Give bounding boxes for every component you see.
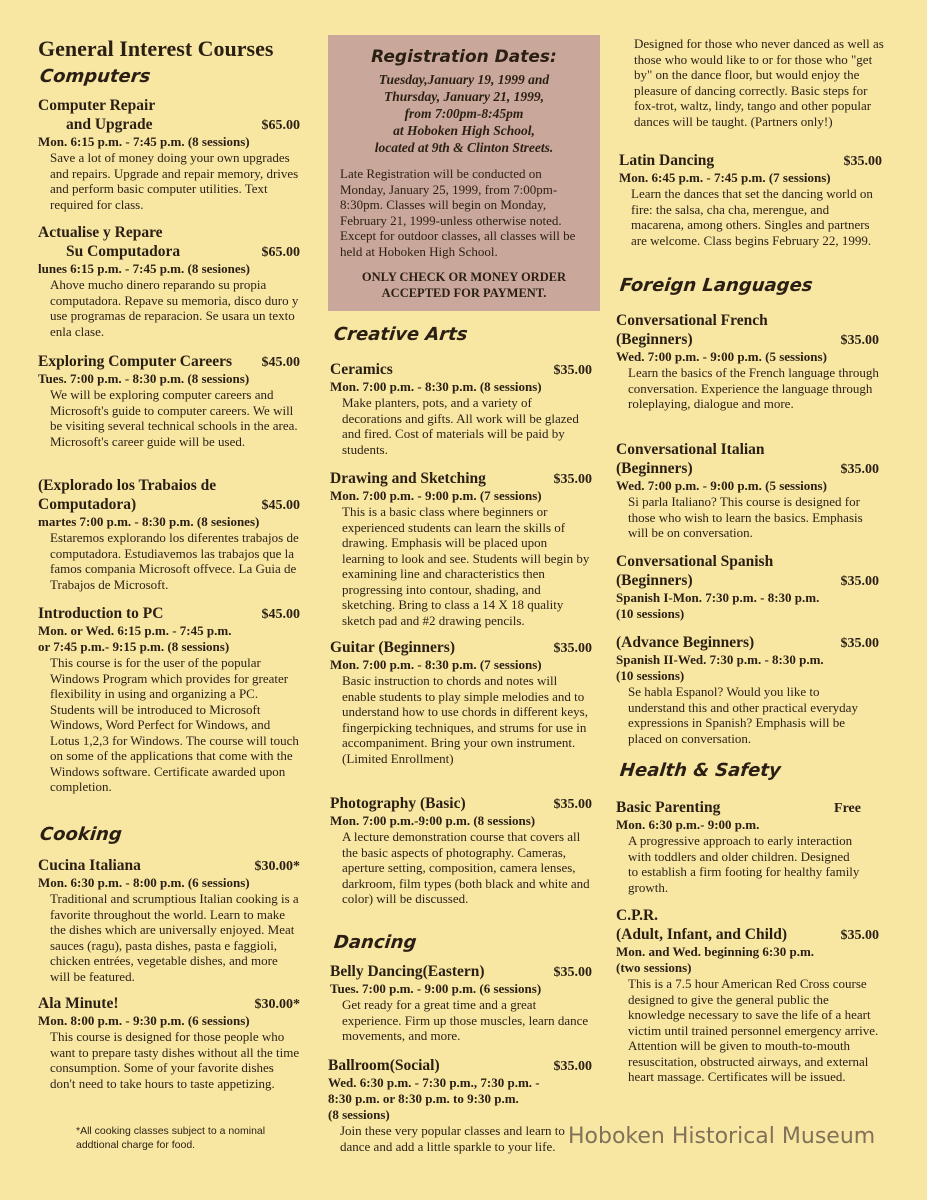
course-name: Basic Parenting bbox=[616, 799, 721, 816]
course-description: Save a lot of money doing your own upgrades and repairs. Upgrade and repair memory, drives and perform basic computer utilities. Text required for class. bbox=[50, 150, 299, 212]
course-name: Computer Repair bbox=[38, 97, 156, 114]
course-price: $35.00 bbox=[553, 797, 592, 812]
course-cucina bbox=[38, 856, 300, 984]
course-name: Photography (Basic) bbox=[330, 795, 466, 812]
course-name-2: Computadora) bbox=[38, 496, 137, 513]
course-ballroom bbox=[328, 1056, 592, 1154]
course-schedule: Wed. 7:00 p.m. - 9:00 p.m. (5 sessions) bbox=[616, 349, 827, 364]
course-description: Se habla Espanol? Would you like to understand this and other practical everyday expressions in Spanish? Emphasis will be placed on conversation. bbox=[628, 684, 858, 746]
course-schedule: Mon. 6:30 p.m.- 9:00 p.m. bbox=[616, 817, 760, 832]
course-schedule: Mon. or Wed. 6:15 p.m. - 7:45 p.m. bbox=[38, 623, 232, 638]
course-schedule: Mon. 7:00 p.m. - 9:00 p.m. (7 sessions) bbox=[330, 488, 542, 503]
course-description: This is a basic class where beginners or experienced students can learn the skills of drawing. Emphasis will be placed upon learning to look and see. Students will begin by examining line and characteristics then progressing into contour, shading, and sketching. Bring to class a 14 X 18 quality sketch pad and #2 drawing pencils. bbox=[342, 504, 590, 628]
course-price: $45.00 bbox=[261, 355, 300, 370]
course-schedule: Mon. 7:00 p.m.-9:00 p.m. (8 sessions) bbox=[330, 813, 536, 828]
course-price: $35.00 bbox=[553, 641, 592, 656]
registration-box bbox=[328, 35, 600, 311]
course-name: (Advance Beginners) bbox=[616, 634, 755, 651]
course-name: Belly Dancing(Eastern) bbox=[330, 963, 485, 980]
course-drawing bbox=[330, 469, 592, 628]
course-schedule: Mon. 6:45 p.m. - 7:45 p.m. (7 sessions) bbox=[619, 170, 831, 185]
course-price: $45.00 bbox=[261, 607, 300, 622]
section-title-health-safety: Health & Safety bbox=[618, 760, 782, 781]
course-description: Designed for those who never danced as well as those who would like to or for those who "get by" on the dance floor, but would enjoy the pleasure of dancing correctly. Basic steps for fox-trot, waltz, lindy, tango and other popular dances will be taught. (Partners only!) bbox=[634, 36, 884, 129]
course-name-2: (Adult, Infant, and Child) bbox=[616, 926, 787, 943]
course-price: $35.00 bbox=[843, 154, 882, 169]
course-schedule: Mon. and Wed. beginning 6:30 p.m. bbox=[616, 944, 815, 959]
course-schedule: Spanish I-Mon. 7:30 p.m. - 8:30 p.m. bbox=[616, 590, 820, 605]
course-belly-dancing bbox=[330, 962, 592, 1044]
course-schedule-2: 8:30 p.m. or 8:30 p.m. to 9:30 p.m. bbox=[328, 1091, 519, 1106]
course-intro-pc bbox=[38, 604, 300, 795]
course-schedule: lunes 6:15 p.m. - 7:45 p.m. (8 sesiones) bbox=[38, 261, 250, 276]
course-schedule: martes 7:00 p.m. - 8:30 p.m. (8 sesiones) bbox=[38, 514, 260, 529]
section-title-creative-arts: Creative Arts bbox=[332, 324, 469, 345]
section-title-computers: Computers bbox=[38, 66, 152, 87]
course-name: Introduction to PC bbox=[38, 605, 164, 622]
course-latin-dancing bbox=[619, 151, 882, 248]
course-cpr bbox=[616, 906, 879, 1085]
course-description: We will be exploring computer careers and Microsoft's guide to computer careers. We will be visiting several technical schools in the area. Microsoft's career guide will be used. bbox=[50, 387, 298, 449]
course-schedule-2: (two sessions) bbox=[616, 960, 692, 975]
course-name: Conversational Spanish bbox=[616, 553, 774, 570]
registration-dates bbox=[340, 71, 588, 156]
course-price: $30.00* bbox=[254, 997, 300, 1012]
course-name-2: (Beginners) bbox=[616, 331, 693, 348]
course-schedule: Mon. 8:00 p.m. - 9:30 p.m. (6 sessions) bbox=[38, 1013, 250, 1028]
course-price: $35.00 bbox=[553, 472, 592, 487]
course-name-2: (Beginners) bbox=[616, 572, 693, 589]
registration-date-line: at Hoboken High School, bbox=[393, 123, 535, 138]
course-description: A progressive approach to early interaction with toddlers and older children. Designed to establish a firm footing for healthy family growth. bbox=[628, 833, 860, 895]
course-photography bbox=[330, 794, 592, 907]
course-name-2: Su Computadora bbox=[66, 243, 181, 260]
course-ceramics bbox=[330, 360, 592, 457]
course-actualise bbox=[38, 223, 300, 339]
registration-date-line: from 7:00pm-8:45pm bbox=[404, 106, 524, 121]
registration-title: Registration Dates: bbox=[371, 47, 557, 67]
course-name: Latin Dancing bbox=[619, 152, 715, 169]
course-name: Cucina Italiana bbox=[38, 857, 141, 874]
course-name: Ceramics bbox=[330, 361, 393, 378]
registration-date-line: Thursday, January 21, 1999, bbox=[383, 89, 545, 104]
course-careers bbox=[38, 352, 300, 449]
course-description: Basic instruction to chords and notes will enable students to play simple melodies and to understand how to use chords in different keys, fingerpicking techniques, and strums for use in accompaniment. Bring your own instrument. (Limited Enrollment) bbox=[342, 673, 588, 766]
cooking-footnote: *All cooking classes subject to a nominal addtional charge for food. bbox=[76, 1125, 266, 1151]
registration-date-line: Tuesday,January 19, 1999 and bbox=[378, 72, 550, 87]
course-price: $35.00 bbox=[840, 636, 879, 651]
course-schedule: Mon. 6:15 p.m. - 7:45 p.m. (8 sessions) bbox=[38, 134, 250, 149]
registration-late-text: Late Registration will be conducted on Monday, January 25, 1999, from 7:00pm-8:30pm. Classes will begin on Monday, February 21, 1999-unless otherwise noted. Except for outdoor classes, all classes will be held at Hoboken High School. bbox=[340, 166, 576, 259]
course-description: Join these very popular classes and learn to dance and add a little sparkle to your life. bbox=[340, 1123, 565, 1154]
course-guitar bbox=[330, 638, 592, 766]
course-name: Conversational French bbox=[616, 312, 768, 329]
course-price: $35.00 bbox=[840, 928, 879, 943]
course-description: This course is designed for those people who want to prepare tasty dishes without all the time consumption. Some of your favorite dishes don't need to take hours to taste appetizing. bbox=[50, 1029, 300, 1091]
course-price: $30.00* bbox=[254, 859, 300, 874]
course-price: $35.00 bbox=[840, 574, 879, 589]
course-computer-repair bbox=[38, 96, 300, 212]
course-price: $35.00 bbox=[840, 462, 879, 477]
course-price: $35.00 bbox=[553, 965, 592, 980]
course-spanish-advance bbox=[616, 633, 879, 746]
course-price: $35.00 bbox=[840, 333, 879, 348]
course-description: Ahove mucho dinero reparando su propia computadora. Repave su memoria, disco duro y use programas de reparacion. Se usara un texto enla clase. bbox=[50, 277, 299, 339]
course-name: Conversational Italian bbox=[616, 441, 765, 458]
course-description: Get ready for a great time and a great experience. Firm up those muscles, learn dance movements, and more. bbox=[342, 997, 589, 1043]
course-description: Learn the dances that set the dancing world on fire: the salsa, cha cha, merengue, and macarena, among others. Singles and partners are welcome. Class begins February 22, 1999. bbox=[631, 186, 873, 248]
course-description: This is a 7.5 hour American Red Cross course designed to give the general public the knowledge necessary to save the life of a heart victim until trained personnel emergency arrive. Attention will be given to mouth-to-mouth resuscitation, obstructed airways, and external heart massage. Certificates will be issued. bbox=[628, 976, 879, 1084]
course-schedule-3: (8 sessions) bbox=[328, 1107, 390, 1122]
course-price: $35.00 bbox=[553, 363, 592, 378]
course-schedule: Mon. 7:00 p.m. - 8:30 p.m. (7 sessions) bbox=[330, 657, 542, 672]
course-italian bbox=[616, 440, 879, 541]
course-ala-minute bbox=[38, 994, 300, 1091]
registration-date-line: located at 9th & Clinton Streets. bbox=[374, 140, 554, 155]
section-title-dancing: Dancing bbox=[332, 932, 418, 953]
course-name: Ala Minute! bbox=[38, 995, 119, 1012]
course-schedule: Tues. 7:00 p.m. - 8:30 p.m. (8 sessions) bbox=[38, 371, 250, 386]
course-price: $65.00 bbox=[261, 245, 300, 260]
course-explorado bbox=[38, 476, 300, 592]
course-schedule: Mon. 6:30 p.m. - 8:00 p.m. (6 sessions) bbox=[38, 875, 250, 890]
course-name: Drawing and Sketching bbox=[330, 470, 486, 487]
course-name: Ballroom(Social) bbox=[328, 1057, 440, 1074]
course-parenting bbox=[616, 798, 861, 895]
course-price: $45.00 bbox=[261, 498, 300, 513]
course-name: (Explorado los Trabaios de bbox=[38, 477, 217, 494]
course-description: A lecture demonstration course that covers all the basic aspects of photography. Cameras, aperture setting, composition, camera lenses, darkroom, film types (both black and white and color) will be discussed. bbox=[342, 829, 590, 906]
section-title-cooking: Cooking bbox=[38, 824, 123, 845]
course-name-2: (Beginners) bbox=[616, 460, 693, 477]
course-name: Actualise y Repare bbox=[38, 224, 163, 241]
course-schedule-2: (10 sessions) bbox=[616, 668, 685, 683]
registration-payment: ONLY CHECK OR MONEY ORDER ACCEPTED FOR PAYMENT. bbox=[361, 270, 567, 300]
course-description: Si parla Italiano? This course is designed for those who wish to learn the basics. Emphasis will be on conversation. bbox=[628, 494, 863, 540]
course-price: $65.00 bbox=[261, 118, 300, 133]
course-description: Traditional and scrumptious Italian cooking is a favorite throughout the world. Learn to make the dishes which are universally enjoyed. Meat sauces (ragu), pasta dishes, pasta e faggioli, chicken entrées, vegetable dishes, and more will be featured. bbox=[50, 891, 299, 984]
course-ballroom-continued bbox=[622, 36, 888, 129]
section-title-foreign-languages: Foreign Languages bbox=[618, 275, 814, 296]
course-price: Free bbox=[834, 801, 861, 816]
course-description: This course is for the user of the popular Windows Program which provides for greater flexibility in using and organizing a PC. Students will be introduced to Microsoft Windows, Word Perfect for Windows, and Lotus 1,2,3 for Windows. The course will touch on some of the applications that come with the Windows software. Certificate awarded upon completion. bbox=[50, 655, 299, 794]
course-name-2: and Upgrade bbox=[66, 116, 153, 133]
course-price: $35.00 bbox=[553, 1059, 592, 1074]
course-name: Exploring Computer Careers bbox=[38, 353, 233, 370]
course-schedule: Wed. 6:30 p.m. - 7:30 p.m., 7:30 p.m. - bbox=[328, 1075, 540, 1090]
course-description: Estaremos explorando los diferentes trabajos de computadora. Estudiavemos las trabajos que la famos compania Microsoft offvece. La Guia de Trabajos de Microsoft. bbox=[50, 530, 299, 592]
course-spanish bbox=[616, 552, 879, 622]
watermark: Hoboken Historical Museum bbox=[568, 1124, 876, 1149]
course-name: C.P.R. bbox=[616, 907, 659, 924]
course-schedule: Spanish II-Wed. 7:30 p.m. - 8:30 p.m. bbox=[616, 652, 824, 667]
course-description: Make planters, pots, and a variety of decorations and gifts. All work will be glazed and fired. Cost of materials will be paid by students. bbox=[342, 395, 579, 457]
course-schedule-2: or 7:45 p.m.- 9:15 p.m. (8 sessions) bbox=[38, 639, 230, 654]
course-schedule: Wed. 7:00 p.m. - 9:00 p.m. (5 sessions) bbox=[616, 478, 827, 493]
course-description: Learn the basics of the French language through conversation. Experience the language through roleplaying, dialogue and more. bbox=[628, 365, 879, 411]
course-name: Guitar (Beginners) bbox=[330, 639, 455, 656]
page-title: General Interest Courses bbox=[38, 36, 274, 61]
course-french bbox=[616, 311, 879, 412]
course-schedule-2: (10 sessions) bbox=[616, 606, 685, 621]
course-schedule: Mon. 7:00 p.m. - 8:30 p.m. (8 sessions) bbox=[330, 379, 542, 394]
course-schedule: Tues. 7:00 p.m. - 9:00 p.m. (6 sessions) bbox=[330, 981, 542, 996]
